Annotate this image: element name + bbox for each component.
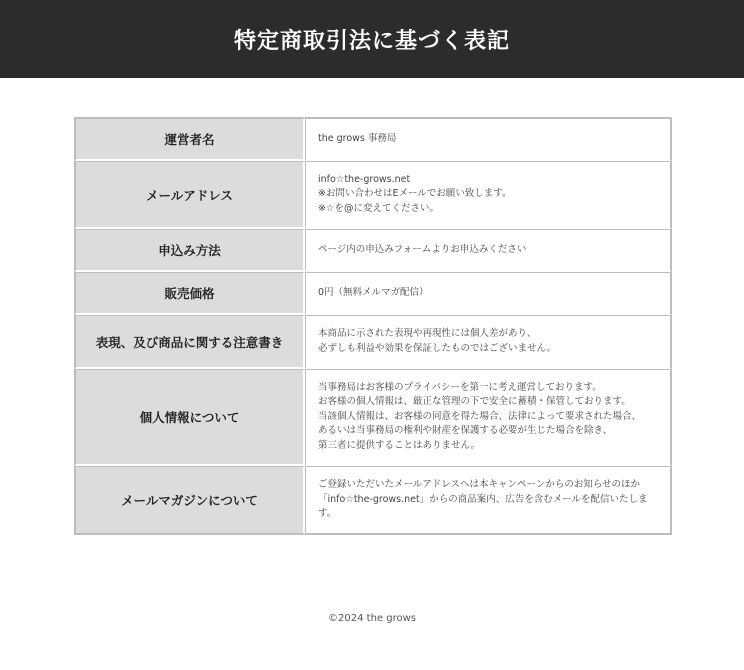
value-line: あるいは当事務局の権利や財産を保護する必要が生じた場合を除き、 [318, 425, 613, 437]
row-label-price: 販売価格 [75, 272, 305, 315]
row-value-newsletter [305, 466, 671, 534]
row-value-privacy [305, 369, 671, 466]
page-title: 特定商取引法に基づく表記 [233, 28, 510, 54]
footer-copyright: ©2024 the grows [328, 613, 416, 624]
value-line: 当事務局はお客様のプライバシーを第一に考え運営しております。 [318, 381, 602, 393]
table-row [75, 118, 671, 161]
row-label-email: メールアドレス [75, 161, 305, 229]
page-header [0, 0, 744, 78]
table-row [75, 466, 671, 534]
row-label-order-method: 申込み方法 [75, 229, 305, 272]
value-line: 0円（無料メルマガ配信） [318, 286, 429, 298]
value-line: ご登録いただいたメールアドレスへは本キャンペーンからのお知らせのほか「info☆the-grows.net」からの商品案内、広告を含むメールを配信いたします。 [318, 479, 648, 520]
row-label-privacy: 個人情報について [75, 369, 305, 466]
table-row [75, 272, 671, 315]
row-label-operator: 運営者名 [75, 118, 305, 161]
table-row [75, 161, 671, 229]
row-value-disclaimer [305, 315, 671, 369]
value-line: info☆the-grows.net [318, 173, 411, 185]
row-value-price [305, 272, 671, 315]
value-line: 必ずしも利益や効果を保証したものではございません。 [318, 342, 557, 354]
value-line: 当該個人情報は、お客様の同意を得た場合、法律によって要求された場合、 [318, 410, 642, 422]
value-line: ※お問い合わせはEメールでお願い致します。 [318, 188, 512, 200]
value-line: the grows 事務局 [318, 132, 397, 144]
table-row [75, 229, 671, 272]
value-line: ※☆を@に変えてください。 [318, 202, 439, 214]
row-value-operator [305, 118, 671, 161]
row-value-order-method [305, 229, 671, 272]
value-line: お客様の個人情報は、厳正な管理の下で安全に蓄積・保管しております。 [318, 396, 631, 408]
value-line: 本商品に示された表現や再現性には個人差があり、 [318, 328, 537, 339]
value-line: 第三者に提供することはありません。 [318, 439, 481, 451]
row-value-email [305, 161, 671, 229]
row-label-newsletter: メールマガジンについて [75, 466, 305, 534]
row-label-disclaimer: 表現、及び商品に関する注意書き [75, 315, 305, 369]
value-line: ページ内の申込みフォームよりお申込みください [318, 243, 527, 255]
legal-notice-table [74, 117, 672, 535]
table-row [75, 369, 671, 466]
table-row [75, 315, 671, 369]
